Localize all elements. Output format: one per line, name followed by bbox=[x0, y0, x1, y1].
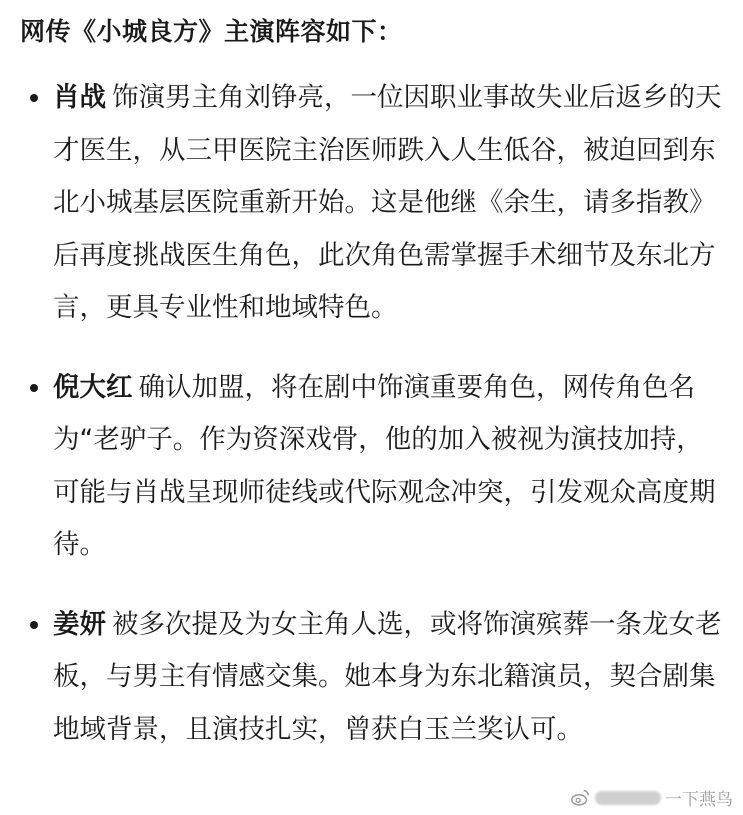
cast-description: 饰演男主角刘铮亮，一位因职业事故失业后返乡的天才医生，从三甲医院主治医师跌入人生低谷，被迫回到东北小城基层医院重新开始。这是他继《余生，请多指教》后再度挑战医生角色，此次角色需掌握手术细节及东北方言，更具专业性和地域特色。 bbox=[53, 82, 722, 323]
bullet-icon bbox=[30, 384, 38, 392]
cast-name: 姜妍 bbox=[53, 608, 106, 640]
cast-item-ni-dahong bbox=[0, 362, 743, 572]
weibo-watermark bbox=[565, 784, 737, 811]
article-heading: 网传《小城良方》主演阵容如下： bbox=[20, 17, 403, 46]
watermark-text: 一下燕鸟 bbox=[665, 790, 733, 810]
bullet-icon bbox=[30, 94, 38, 102]
weibo-icon bbox=[569, 787, 591, 809]
watermark-blurred-username bbox=[595, 791, 661, 805]
cast-description: 被多次提及为女主角人选，或将饰演殡葬一条龙女老板，与男主有情感交集。她本身为东北籍演员，契合剧集地域背景，且演技扎实，曾获白玉兰奖认可。 bbox=[53, 608, 722, 745]
bullet-icon bbox=[30, 621, 38, 629]
cast-list bbox=[0, 72, 743, 783]
cast-item-jiang-yan bbox=[0, 599, 743, 757]
cast-item-xiao-zhan bbox=[0, 72, 743, 335]
cast-description: 确认加盟，将在剧中饰演重要角色，网传角色名为“老驴子。作为资深戏骨，他的加入被视为演技加持，可能与肖战呈现师徒线或代际观念冲突，引发观众高度期待。 bbox=[53, 371, 716, 560]
cast-name: 肖战 bbox=[53, 82, 106, 113]
cast-name: 倪大红 bbox=[53, 371, 133, 403]
